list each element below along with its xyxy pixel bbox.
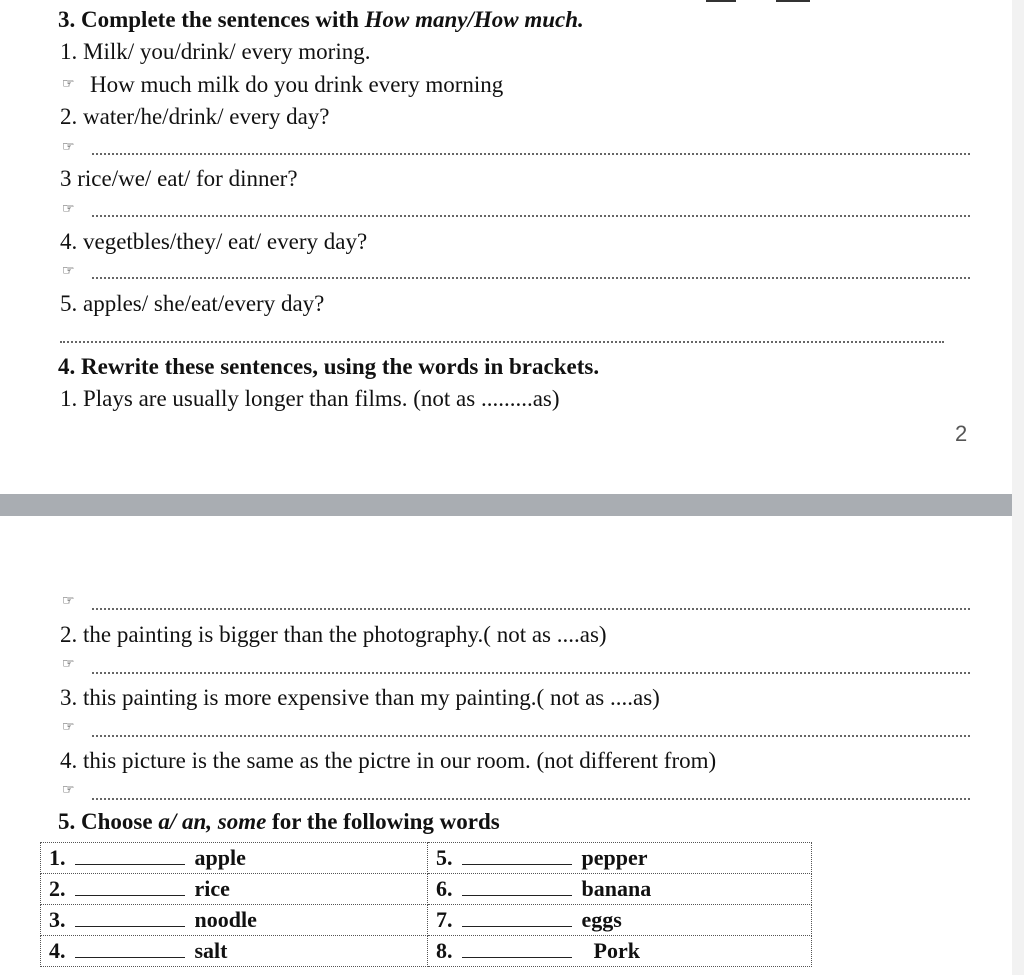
left-margin bbox=[0, 0, 38, 975]
right-margin bbox=[1012, 0, 1024, 975]
fill-blank[interactable] bbox=[75, 908, 185, 927]
table-row bbox=[41, 843, 812, 874]
answer-line[interactable] bbox=[92, 735, 970, 737]
table-cell: 3. noodle bbox=[41, 905, 428, 936]
exercise-3-answer-1: How much milk do you drink every morning bbox=[90, 72, 504, 97]
answer-line[interactable] bbox=[92, 277, 970, 279]
exercise-3-item-3: 3 rice/we/ eat/ for dinner? bbox=[60, 166, 298, 191]
exercise-4-item-3: 3. this painting is more expensive than my painting.( not as ....as) bbox=[60, 685, 660, 710]
table-cell: 1. apple bbox=[41, 843, 428, 874]
fill-blank[interactable] bbox=[462, 877, 572, 896]
page-gap bbox=[0, 494, 1024, 516]
exercise-3-item-2: 2. water/he/drink/ every day? bbox=[60, 104, 330, 129]
hand-pointer-icon: ☞ bbox=[62, 593, 75, 609]
page-number: 2 bbox=[955, 421, 968, 446]
exercise-3-item-4: 4. vegetbles/they/ eat/ every day? bbox=[60, 229, 368, 254]
table-cell: 7. eggs bbox=[428, 905, 812, 936]
exercise-3-item-1: 1. Milk/ you/drink/ every moring. bbox=[60, 39, 371, 64]
fill-blank[interactable] bbox=[75, 846, 185, 865]
exercise-3-title: 3. Complete the sentences with How many/How much. bbox=[58, 7, 584, 32]
fill-blank[interactable] bbox=[75, 877, 185, 896]
table-cell: 2. rice bbox=[41, 874, 428, 905]
fill-blank[interactable] bbox=[75, 939, 185, 958]
hand-pointer-icon: ☞ bbox=[62, 139, 75, 155]
fill-blank[interactable] bbox=[462, 846, 572, 865]
answer-line[interactable] bbox=[92, 798, 970, 800]
answer-line[interactable] bbox=[92, 672, 970, 674]
hand-pointer-icon: ☞ bbox=[62, 263, 75, 279]
answer-line[interactable] bbox=[60, 341, 944, 343]
underline-mark bbox=[776, 0, 810, 2]
answer-line[interactable] bbox=[92, 153, 970, 155]
word-table bbox=[40, 842, 812, 967]
answer-line[interactable] bbox=[92, 215, 970, 217]
table-cell: 5. pepper bbox=[428, 843, 812, 874]
exercise-3-item-5: 5. apples/ she/eat/every day? bbox=[60, 291, 325, 316]
answer-line[interactable] bbox=[92, 608, 970, 610]
exercise-4-title: 4. Rewrite these sentences, using the words in brackets. bbox=[58, 354, 600, 379]
underline-mark bbox=[706, 0, 736, 2]
fill-blank[interactable] bbox=[462, 908, 572, 927]
fill-blank[interactable] bbox=[462, 939, 572, 958]
hand-pointer-icon: ☞ bbox=[62, 782, 75, 798]
hand-pointer-icon: ☞ bbox=[62, 656, 75, 672]
table-row bbox=[41, 905, 812, 936]
table-row bbox=[41, 936, 812, 967]
hand-pointer-icon: ☞ bbox=[62, 76, 75, 92]
table-row bbox=[41, 874, 812, 905]
exercise-4-item-1: 1. Plays are usually longer than films. (not as .........as) bbox=[60, 386, 560, 411]
exercise-5-title: 5. Choose a/ an, some for the following words bbox=[58, 809, 500, 834]
table-cell: 4. salt bbox=[41, 936, 428, 967]
hand-pointer-icon: ☞ bbox=[62, 719, 75, 735]
table-cell: 6. banana bbox=[428, 874, 812, 905]
table-cell: 8. Pork bbox=[428, 936, 812, 967]
hand-pointer-icon: ☞ bbox=[62, 201, 75, 217]
exercise-4-item-4: 4. this picture is the same as the pictre in our room. (not different from) bbox=[60, 748, 717, 773]
exercise-4-item-2: 2. the painting is bigger than the photography.( not as ....as) bbox=[60, 622, 607, 647]
